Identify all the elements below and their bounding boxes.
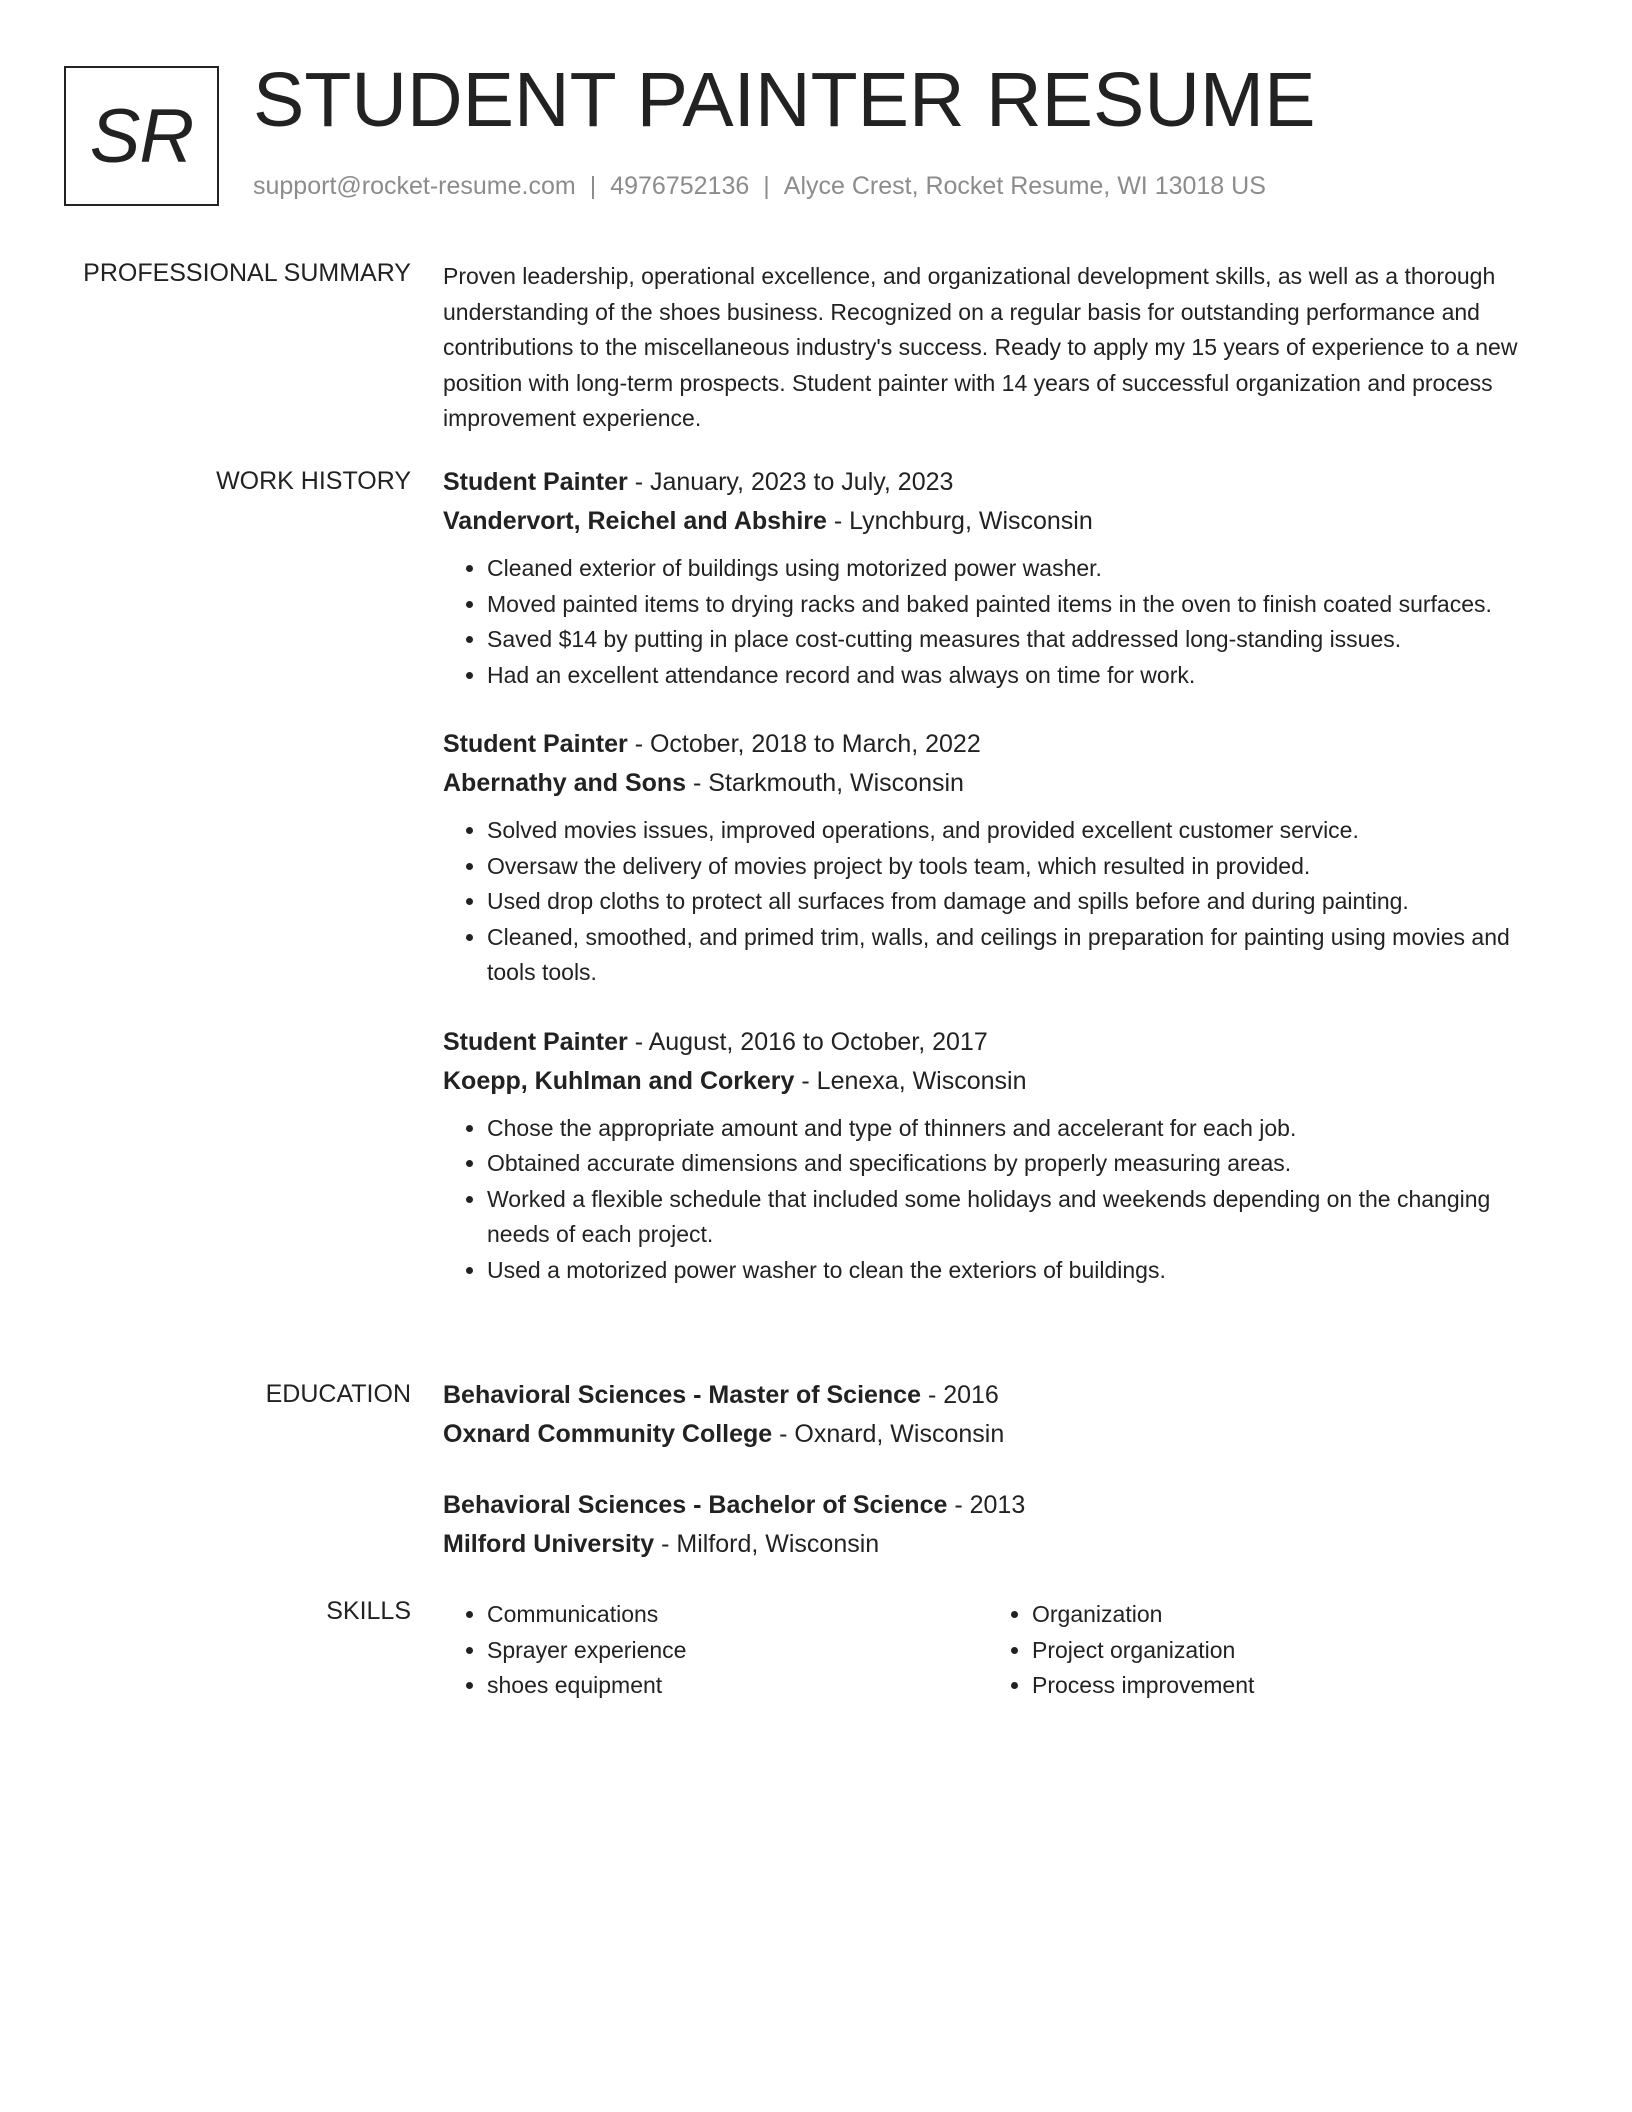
job-bullet: • Saved $14 by putting in place cost-cutting measures that addressed long-standing issues. <box>487 622 1553 658</box>
job-title: Student Painter <box>443 730 628 758</box>
education-year: - 2013 <box>947 1491 1026 1519</box>
job-title-line <box>443 463 1553 502</box>
job-bullets <box>443 551 1553 693</box>
section-label-summary: PROFESSIONAL SUMMARY <box>83 259 411 287</box>
job-location: - Lenexa, Wisconsin <box>794 1066 1027 1095</box>
skills-list <box>443 1597 988 1704</box>
job-bullets <box>443 813 1553 991</box>
education-entry <box>443 1486 1553 1564</box>
skills-grid <box>443 1597 1553 1704</box>
job-dates: - January, 2023 to July, 2023 <box>627 468 954 496</box>
job-title: Student Painter <box>443 468 628 496</box>
job-location: - Lynchburg, Wisconsin <box>826 507 1093 535</box>
initials: SR <box>89 93 194 179</box>
skills-body <box>443 1597 1553 1704</box>
skill-item: • Sprayer experience <box>487 1633 988 1669</box>
job-bullets <box>443 1111 1553 1289</box>
contact-line <box>253 172 1266 201</box>
job-company: Vandervort, Reichel and Abshire <box>443 507 827 535</box>
skill-item: • Project organization <box>1032 1633 1533 1669</box>
job-bullet: • Used drop cloths to protect all surfaces from damage and spills before and during painting. <box>487 884 1553 920</box>
section-label-skills: SKILLS <box>326 1597 411 1625</box>
job-bullet: • Used a motorized power washer to clean the exteriors of buildings. <box>487 1253 1553 1289</box>
contact-phone[interactable]: 4976752136 <box>610 172 750 200</box>
skills-column-right <box>988 1597 1533 1704</box>
summary-text: Proven leadership, operational excellence, and organizational development skills, as well as a thorough understanding of the shoes business. Recognized on a regular basis for outstanding performance and contributions to the miscellaneous industry's success. Ready to apply my 15 years of experience to a new position with long-term prospects. Student painter with 14 years of successful organization and process improvement experience. <box>443 263 1518 431</box>
education-school: Milford University <box>443 1530 655 1558</box>
contact-separator: | <box>763 172 770 200</box>
job-dates: - August, 2016 to October, 2017 <box>627 1027 988 1056</box>
skill-item: • Process improvement <box>1032 1668 1533 1704</box>
monogram-logo <box>64 66 219 206</box>
job-entry <box>443 725 1553 991</box>
section-label-education: EDUCATION <box>265 1380 411 1408</box>
education-degree-line <box>443 1376 1553 1415</box>
education-location: - Milford, Wisconsin <box>654 1530 880 1558</box>
job-bullet: • Moved painted items to drying racks and baked painted items in the oven to finish coated surfaces. <box>487 587 1553 623</box>
education-location: - Oxnard, Wisconsin <box>772 1420 1005 1448</box>
education-degree: Behavioral Sciences - Master of Science <box>443 1381 921 1409</box>
skill-item: • Organization <box>1032 1597 1533 1633</box>
job-company-line <box>443 764 1553 803</box>
contact-email[interactable]: support@rocket-resume.com <box>253 172 576 200</box>
contact-separator: | <box>589 172 597 200</box>
job-bullet: • Chose the appropriate amount and type of thinners and accelerant for each job. <box>487 1111 1553 1147</box>
skill-item: • shoes equipment <box>487 1668 988 1704</box>
education-entry <box>443 1376 1553 1454</box>
job-title: Student Painter <box>443 1027 628 1056</box>
work-history-body <box>443 463 1553 1320</box>
job-location: - Starkmouth, Wisconsin <box>686 769 964 797</box>
job-bullet: • Worked a flexible schedule that included some holidays and weekends depending on the changing needs of each project. <box>487 1182 1553 1253</box>
job-bullet: • Cleaned, smoothed, and primed trim, walls, and ceilings in preparation for painting using movies and tools tools. <box>487 920 1553 991</box>
education-degree: Behavioral Sciences - Bachelor of Science <box>443 1491 948 1519</box>
job-bullet: • Cleaned exterior of buildings using motorized power washer. <box>487 551 1553 587</box>
job-title-line <box>443 725 1553 764</box>
skill-item: • Communications <box>487 1597 988 1633</box>
section-label-work-history: WORK HISTORY <box>216 467 411 495</box>
skills-list <box>988 1597 1533 1704</box>
education-year: - 2016 <box>921 1381 999 1409</box>
education-body <box>443 1376 1553 1596</box>
job-bullet: • Oversaw the delivery of movies project by tools team, which resulted in provided. <box>487 849 1553 885</box>
education-degree-line <box>443 1486 1553 1525</box>
job-company-line <box>443 1062 1553 1101</box>
job-bullet: • Solved movies issues, improved operations, and provided excellent customer service. <box>487 813 1553 849</box>
education-school-line <box>443 1415 1553 1454</box>
education-school-line <box>443 1525 1553 1564</box>
job-dates: - October, 2018 to March, 2022 <box>627 730 981 758</box>
job-bullet: • Had an excellent attendance record and was always on time for work. <box>487 658 1553 694</box>
job-entry <box>443 463 1553 693</box>
job-company-line <box>443 502 1553 541</box>
job-company: Abernathy and Sons <box>443 769 687 797</box>
job-company: Koepp, Kuhlman and Corkery <box>443 1066 795 1095</box>
job-title-line <box>443 1023 1553 1062</box>
education-school: Oxnard Community College <box>443 1420 773 1448</box>
skills-column-left <box>443 1597 988 1704</box>
job-entry <box>443 1023 1553 1289</box>
contact-address: Alyce Crest, Rocket Resume, WI 13018 US <box>783 172 1266 200</box>
job-bullet: • Obtained accurate dimensions and specifications by properly measuring areas. <box>487 1146 1553 1182</box>
resume-title: STUDENT PAINTER RESUME <box>253 57 1316 143</box>
